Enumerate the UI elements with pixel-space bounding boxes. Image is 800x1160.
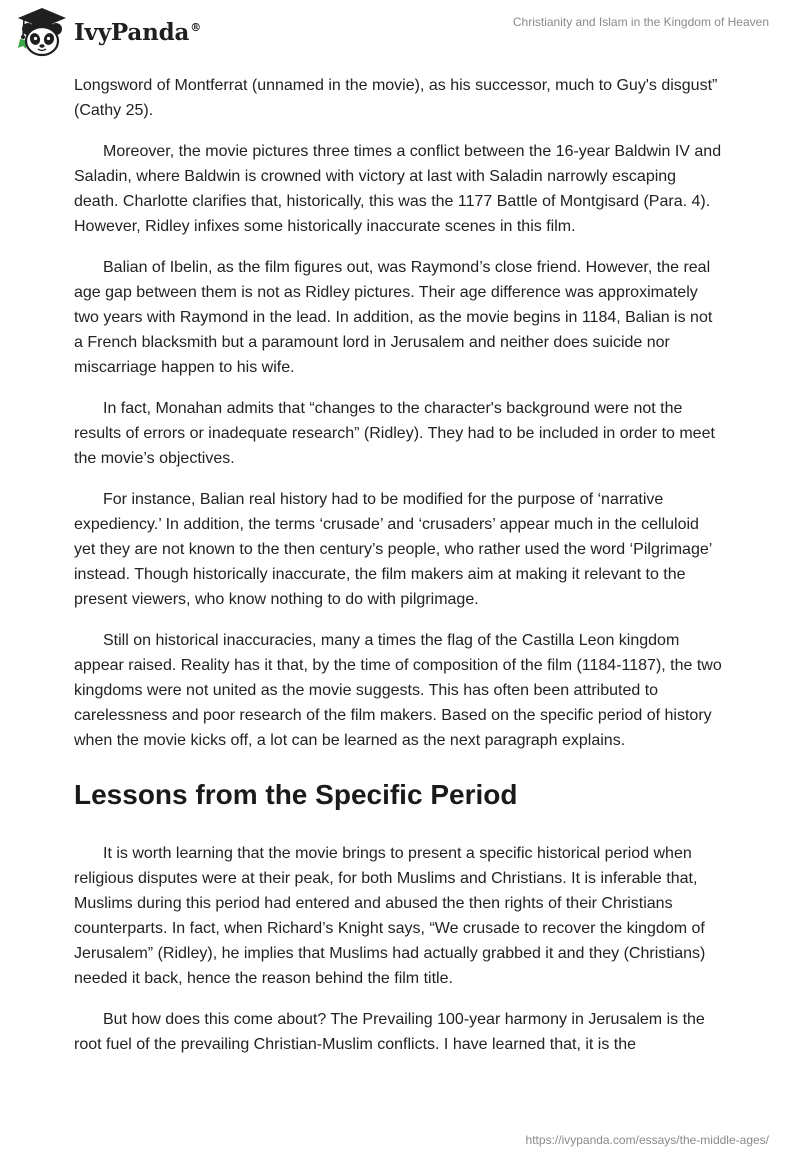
logo-text	[74, 19, 201, 46]
registered-mark: ®	[190, 20, 201, 34]
essay-title: Christianity and Islam in the Kingdom of Heaven	[512, 15, 769, 29]
source-url[interactable]: https://ivypanda.com/essays/the-middle-ages/	[525, 1133, 769, 1147]
panda-graduate-icon	[14, 6, 70, 58]
paragraph: Moreover, the movie pictures three times a conflict between the 16-year Baldwin IV and Saladin, where Baldwin is crowned with victory at last with Saladin narrowly escaping death. Charlotte clarifies that, historically, this was the 1177 Battle of Montgisard (Para. 4). However, Ridley infixes some historically inaccurate scenes in this film.	[74, 143, 722, 235]
essay-body	[74, 73, 724, 1073]
paragraph: Still on historical inaccuracies, many a times the flag of the Castilla Leon kingdom appear raised. Reality has it that, by the time of composition of the film (1184-1187), the two kingdoms were not united as the movie suggests. This has often been attributed to carelessness and poor research of the film makers. Based on the specific period of history when the movie kicks off, a lot can be learned as the next paragraph explains.	[74, 632, 722, 749]
paragraph: For instance, Balian real history had to be modified for the purpose of ‘narrative expediency.’ In addition, the terms ‘crusade’ and ‘crusaders’ appear much in the celluloid yet they are not known to the then century’s people, who rather used the word ‘Pilgrimage’ instead. Though historically inaccurate, the film makers aim at making it relevant to the present viewers, who know nothing to do with pilgrimage.	[74, 491, 712, 608]
paragraph: Longsword of Montferrat (unnamed in the movie), as his successor, much to Guy's disgust” (Cathy 25).	[74, 77, 718, 119]
paragraph: Balian of Ibelin, as the film figures out, was Raymond’s close friend. However, the real age gap between them is not as Ridley pictures. Their age difference was approximately two years with Raymond in the lead. In addition, as the movie begins in 1184, Balian is not a French blacksmith but a paramount lord in Jerusalem and neither does suicide nor miscarriage happen to his wife.	[74, 259, 713, 376]
section-heading: Lessons from the Specific Period	[74, 779, 518, 810]
paragraph: In fact, Monahan admits that “changes to the character's background were not the results of errors or inadequate research” (Ridley). They had to be included in order to meet the movie’s objectives.	[74, 400, 715, 467]
site-logo[interactable]	[14, 6, 201, 58]
paragraph: But how does this come about? The Prevailing 100-year harmony in Jerusalem is the root fuel of the prevailing Christian-Muslim conflicts. I have learned that, it is the	[74, 1011, 705, 1053]
paragraph: It is worth learning that the movie brings to present a specific historical period when religious disputes were at their peak, for both Muslims and Christians. It is inferable that, Muslims during this period had entered and abused the then rights of their Christians counterparts. In fact, when Richard’s Knight says, “We crusade to recover the kingdom of Jerusalem” (Ridley), he implies that Muslims had actually grabbed it and they (Christians) needed it back, hence the reason behind the film title.	[74, 845, 706, 987]
logo-wordmark: IvyPanda	[74, 18, 190, 46]
page-header	[0, 0, 800, 66]
